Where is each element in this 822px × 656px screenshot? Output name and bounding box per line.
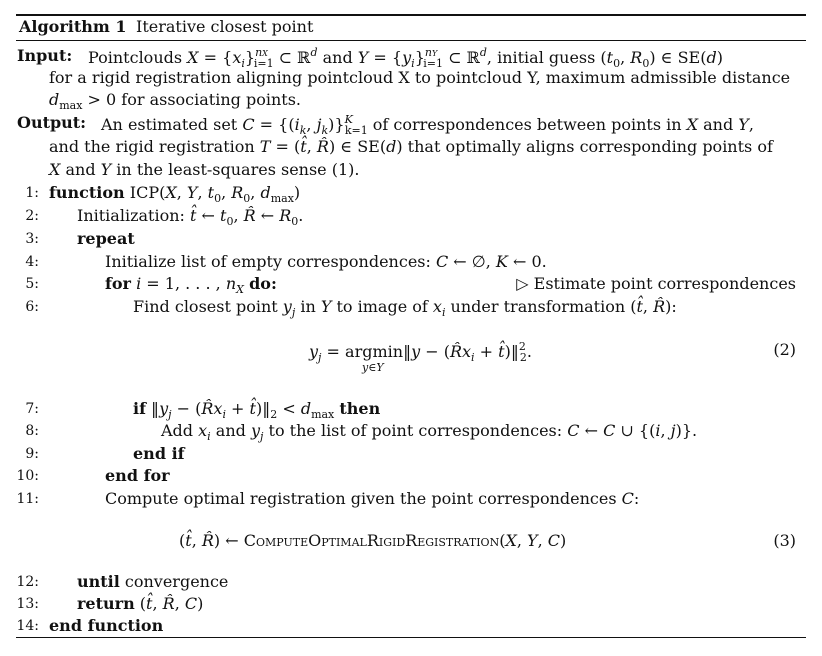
output-text-1: An estimated set $C = \{(i_k$, $j_k)\}^K_{k=1}$ of correspondences between points in X and Y,: [101, 113, 754, 137]
output-line-3: [0, 160, 822, 182]
algo-line-14: [0, 616, 822, 638]
keyword: end for: [105, 466, 170, 485]
algo-line-7: [0, 399, 822, 421]
comment: ▷ Estimate point correspondences: [516, 274, 796, 293]
line-number: 12:: [16, 574, 39, 590]
algo-line-8: [0, 421, 822, 443]
line-text: if $‖y_j$ − ($R̂x_i$ + $t̂)‖_2 < d_{max}$ then: [133, 399, 381, 421]
keyword: end function: [49, 616, 164, 635]
keyword: end if: [133, 444, 185, 463]
line-number: 6:: [25, 299, 39, 315]
input-line-3: [0, 90, 822, 112]
algo-line-12: [0, 572, 822, 594]
line-number: 9:: [25, 446, 39, 462]
line-number: 7:: [25, 401, 39, 417]
keyword: function: [49, 183, 125, 202]
line-text: Find closest point $y_j$ in Y to image of $x_i$ under transformation (t̂, R̂):: [133, 297, 677, 319]
keyword: return: [77, 594, 135, 613]
output-line-1: [0, 113, 822, 135]
line-text: Initialization: t̂ ← $t_0$, R̂ ← $R_0$.: [77, 206, 304, 228]
output-keyword: Output:: [17, 113, 87, 132]
keyword: if: [133, 399, 146, 418]
algo-line-6: [0, 297, 822, 319]
output-line-2: [0, 137, 822, 159]
line-number: 13:: [16, 596, 39, 612]
line-text: Compute optimal registration given the point correspondences C:: [105, 489, 640, 508]
algorithm-caption: [0, 17, 822, 39]
output-text-2: and the rigid registration T = (t̂, R̂) ∈ SE(d) that optimally aligns corresponding points of: [49, 137, 773, 156]
line-number: 8:: [25, 423, 39, 439]
algo-line-2: [0, 206, 822, 228]
line-number: 3:: [25, 231, 39, 247]
line-number: 5:: [25, 276, 39, 292]
algo-line-13: [0, 594, 822, 616]
algo-line-1: [0, 183, 822, 205]
top-rule: [16, 14, 806, 16]
algorithm-title: Iterative closest point: [136, 17, 314, 36]
output-text-3: X and Y in the least-squares sense (1).: [49, 160, 360, 179]
title-rule: [16, 40, 806, 41]
line-text: until convergence: [77, 572, 229, 591]
input-text-1: Pointclouds $X = \{x_i\}^{nX}_{i=1}$ ⊂ ℝ$^d$ and $Y = \{y_i\}^{nY}_{i=1}$ ⊂ ℝ$^d$, initial guess ($t_0$, $R_0$) ∈ SE(d): [88, 46, 723, 70]
input-keyword: Input:: [17, 46, 73, 65]
input-text-2: for a rigid registration aligning pointcloud X to pointcloud Y, maximum admissible distance: [49, 68, 791, 87]
equation-2: [0, 340, 822, 380]
line-number: 2:: [25, 208, 39, 224]
equation-2-number: (2): [773, 340, 796, 359]
keyword: for: [105, 274, 131, 293]
line-text: return (t̂, R̂, C): [77, 594, 204, 613]
keyword: then: [339, 399, 381, 418]
keyword: do:: [249, 274, 277, 293]
line-number: 11:: [16, 491, 39, 507]
line-number: 10:: [16, 468, 39, 484]
algo-line-9: [0, 444, 822, 466]
equation-2-under: y∈Y: [362, 361, 384, 374]
line-text: function ICP(X, Y, $t_0$, $R_0$, $d_{max}$): [49, 183, 301, 205]
input-text-3: $d_{max} > 0$ for associating points.: [49, 90, 301, 112]
input-line-2: [0, 68, 822, 90]
algo-line-11: [0, 489, 822, 511]
keyword: until: [77, 572, 120, 591]
line-text: Initialize list of empty correspondences: C ← ∅, K ← 0.: [105, 252, 547, 271]
equation-3-number: (3): [773, 531, 796, 550]
algo-line-3: [0, 229, 822, 251]
input-line-1: [0, 46, 822, 68]
equation-2-body: $y_j$ = argmin‖y − ($R̂x_i$ + t̂)‖$^2_2$.: [309, 340, 532, 364]
algo-line-5: [0, 274, 822, 296]
equation-3-body: (t̂, R̂) ← ComputeOptimalRigidRegistration(X, Y, C): [179, 531, 567, 550]
algorithm-label: Algorithm 1: [19, 17, 127, 36]
keyword: repeat: [77, 229, 135, 248]
line-text: for i = 1, . . . , $n_X$ do:: [105, 274, 277, 296]
line-text: Add $x_i$ and $y_j$ to the list of point correspondences: C ← C ∪ {(i, j)}.: [161, 421, 698, 443]
algo-line-4: [0, 252, 822, 274]
line-number: 1:: [25, 185, 39, 201]
algo-line-10: [0, 466, 822, 488]
equation-3: [0, 531, 822, 553]
line-number: 14:: [16, 618, 39, 634]
line-number: 4:: [25, 254, 39, 270]
